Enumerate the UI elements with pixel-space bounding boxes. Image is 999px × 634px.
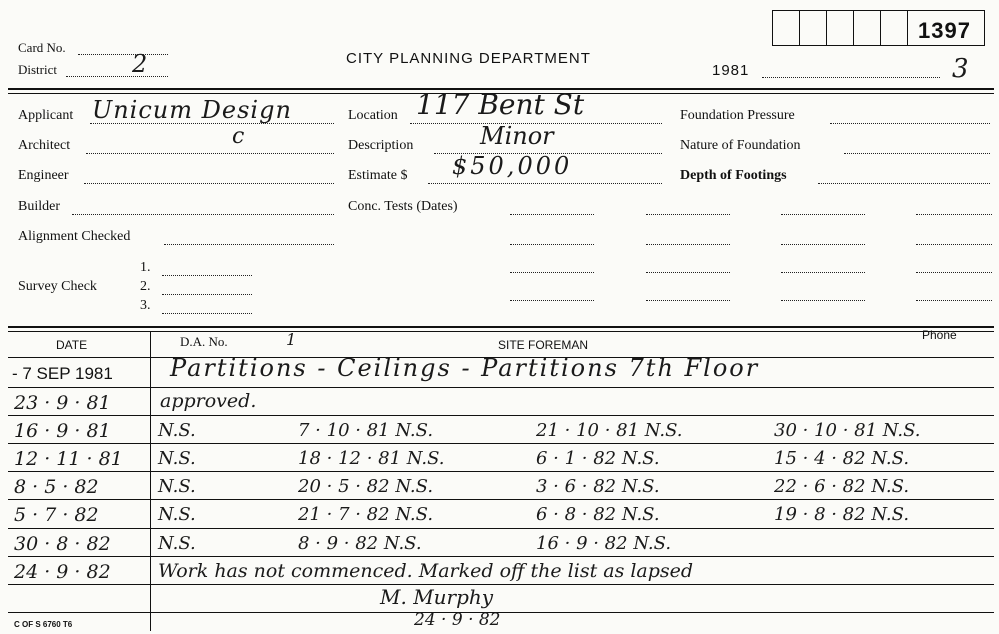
da-header: D.A. No. bbox=[180, 334, 228, 349]
applicant-label: Applicant bbox=[18, 108, 74, 123]
card-number-box-5 bbox=[880, 10, 908, 46]
row-line bbox=[8, 528, 994, 529]
description-value: Minor bbox=[480, 122, 554, 150]
survey-number-1: 1. bbox=[140, 260, 151, 275]
row-line bbox=[8, 499, 994, 500]
row-line bbox=[8, 471, 994, 472]
table-row-entry: 21 · 7 · 82 N.S. bbox=[298, 504, 434, 525]
row-line bbox=[8, 415, 994, 416]
department-title: CITY PLANNING DEPARTMENT bbox=[346, 50, 591, 67]
foundation-pressure-line bbox=[830, 123, 990, 124]
table-row-entry: 7 · 10 · 81 N.S. bbox=[298, 420, 434, 441]
row-line bbox=[8, 556, 994, 557]
nature-foundation-label: Nature of Foundation bbox=[680, 138, 801, 153]
conc-test-line bbox=[781, 300, 865, 301]
card-no-line bbox=[78, 54, 168, 55]
architect-label: Architect bbox=[18, 138, 71, 153]
table-row-entry: 6 · 1 · 82 N.S. bbox=[536, 448, 660, 469]
table-row-entry: 18 · 12 · 81 N.S. bbox=[298, 448, 445, 469]
table-row-entry: 22 · 6 · 82 N.S. bbox=[774, 476, 910, 497]
sheet-number: 3 bbox=[952, 54, 969, 84]
builder-label: Builder bbox=[18, 199, 60, 214]
table-top-rule-2 bbox=[8, 331, 994, 332]
conc-test-line bbox=[510, 214, 594, 215]
architect-line bbox=[86, 153, 334, 154]
table-row-date: 23 · 9 · 81 bbox=[14, 392, 111, 414]
table-row-entry: 6 · 8 · 82 N.S. bbox=[536, 504, 660, 525]
table-row-date: 12 · 11 · 81 bbox=[14, 448, 123, 470]
signature-date: 24 · 9 · 82 bbox=[414, 610, 501, 630]
engineer-label: Engineer bbox=[18, 168, 69, 183]
table-row-date: 24 · 9 · 82 bbox=[14, 561, 111, 583]
table-row-entry: 8 · 9 · 82 N.S. bbox=[298, 533, 422, 554]
table-row-date: - 7 SEP 1981 bbox=[12, 364, 113, 383]
survey-line-2 bbox=[162, 294, 252, 295]
conc-test-line bbox=[916, 300, 992, 301]
conc-test-line bbox=[646, 300, 730, 301]
alignment-label: Alignment Checked bbox=[18, 229, 131, 244]
row-line bbox=[8, 443, 994, 444]
estimate-label: Estimate $ bbox=[348, 168, 408, 183]
conc-test-line bbox=[510, 272, 594, 273]
district-value: 2 bbox=[132, 50, 148, 78]
table-row-date: 8 · 5 · 82 bbox=[14, 476, 99, 498]
card-number-box-1 bbox=[772, 10, 800, 46]
card-no-label: Card No. bbox=[18, 40, 66, 55]
conc-test-line bbox=[510, 244, 594, 245]
year-label: 1981 bbox=[712, 62, 750, 79]
conc-test-line bbox=[781, 214, 865, 215]
table-row-entry: 16 · 9 · 82 N.S. bbox=[536, 533, 672, 554]
applicant-value: Unicum Design bbox=[92, 96, 292, 124]
foundation-pressure-label: Foundation Pressure bbox=[680, 108, 795, 123]
location-label: Location bbox=[348, 108, 398, 123]
survey-label: Survey Check bbox=[18, 279, 97, 294]
conc-test-line bbox=[510, 300, 594, 301]
location-value: 117 Bent St bbox=[416, 88, 585, 121]
phone-header: Phone bbox=[922, 328, 957, 342]
card-number-box-3 bbox=[826, 10, 854, 46]
table-row-date: 16 · 9 · 81 bbox=[14, 420, 111, 442]
conc-test-line bbox=[646, 244, 730, 245]
table-row-entry: Partitions - Ceilings - Partitions 7th Floor bbox=[170, 354, 760, 382]
table-row-entry: N.S. bbox=[158, 420, 196, 441]
table-row-date: 5 · 7 · 82 bbox=[14, 504, 99, 526]
conc-test-line bbox=[646, 214, 730, 215]
table-row-entry: N.S. bbox=[158, 504, 196, 525]
form-code: C OF S 6760 T6 bbox=[14, 620, 73, 629]
conc-tests-label: Conc. Tests (Dates) bbox=[348, 199, 458, 214]
alignment-line bbox=[164, 244, 334, 245]
row-line bbox=[8, 387, 994, 388]
row-line bbox=[8, 584, 994, 585]
signature: M. Murphy bbox=[380, 585, 494, 609]
district-label: District bbox=[18, 62, 57, 77]
table-top-rule bbox=[8, 326, 994, 328]
district-line bbox=[66, 76, 168, 77]
description-label: Description bbox=[348, 138, 414, 153]
conc-test-line bbox=[781, 244, 865, 245]
depth-footings-line bbox=[818, 183, 990, 184]
estimate-line bbox=[428, 183, 662, 184]
year-line bbox=[762, 77, 940, 78]
site-foreman-header: SITE FOREMAN bbox=[498, 338, 589, 352]
table-row-date: 30 · 8 · 82 bbox=[14, 533, 111, 555]
date-column-divider bbox=[150, 331, 151, 631]
survey-number-2: 2. bbox=[140, 279, 151, 294]
table-row-entry: approved. bbox=[160, 390, 257, 412]
date-header: DATE bbox=[56, 338, 88, 352]
table-row-entry: Work has not commenced. Marked off the list as lapsed bbox=[158, 560, 694, 582]
card-number-box-2 bbox=[799, 10, 827, 46]
table-row-entry: N.S. bbox=[158, 448, 196, 469]
depth-footings-label: Depth of Footings bbox=[680, 168, 787, 183]
conc-test-line bbox=[781, 272, 865, 273]
row-line bbox=[8, 612, 994, 613]
survey-number-3: 3. bbox=[140, 298, 151, 313]
table-row-entry: 30 · 10 · 81 N.S. bbox=[774, 420, 921, 441]
builder-line bbox=[72, 214, 334, 215]
survey-line-3 bbox=[162, 313, 252, 314]
table-row-entry: 3 · 6 · 82 N.S. bbox=[536, 476, 660, 497]
conc-test-line bbox=[916, 272, 992, 273]
engineer-line bbox=[84, 183, 334, 184]
estimate-value: $50,000 bbox=[452, 152, 573, 180]
conc-test-line bbox=[916, 214, 992, 215]
table-row-entry: 20 · 5 · 82 N.S. bbox=[298, 476, 434, 497]
card-number-box-4 bbox=[853, 10, 881, 46]
table-row-entry: 21 · 10 · 81 N.S. bbox=[536, 420, 683, 441]
card-number: 1397 bbox=[918, 18, 971, 43]
table-row-entry: 19 · 8 · 82 N.S. bbox=[774, 504, 910, 525]
da-value: 1 bbox=[286, 330, 297, 349]
table-row-entry: N.S. bbox=[158, 476, 196, 497]
nature-foundation-line bbox=[844, 153, 990, 154]
table-row-entry: N.S. bbox=[158, 533, 196, 554]
conc-test-line bbox=[646, 272, 730, 273]
table-row-entry: 15 · 4 · 82 N.S. bbox=[774, 448, 910, 469]
survey-line-1 bbox=[162, 275, 252, 276]
conc-test-line bbox=[916, 244, 992, 245]
architect-value: c bbox=[232, 124, 245, 149]
